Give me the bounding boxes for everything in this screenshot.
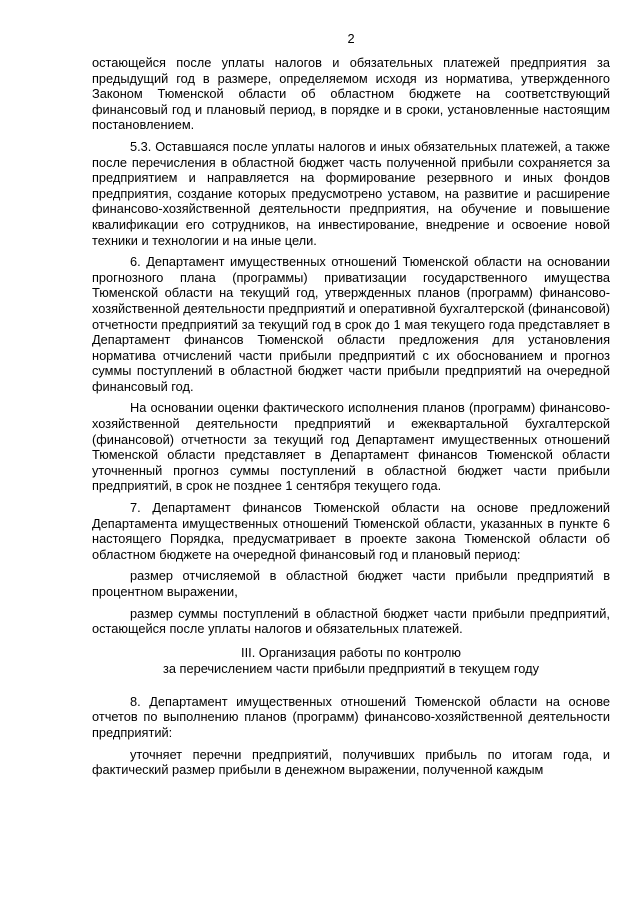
paragraph-7-item-1: размер отчисляемой в областной бюджет части прибыли предприятий в процентном выражении, [92, 568, 610, 599]
paragraph-6-continued: На основании оценки фактического исполнения планов (программ) финансово-хозяйственной деятельности предприятий и ежеквартальной бухгалтерской (финансовой) отчетности за текущий год Департамент имущественных отношений Тюменской области представляет в Департамент финансов Тюменской области уточненный прогноз суммы поступлений в областной бюджет части прибыли предприятий, в срок не позднее 1 сентября текущего года. [92, 400, 610, 494]
paragraph-8: 8. Департамент имущественных отношений Тюменской области на основе отчетов по выполнению планов (программ) финансово-хозяйственной деятельности предприятий: [92, 693, 610, 740]
section-heading-line-1: III. Организация работы по контролю [241, 644, 461, 660]
paragraph-6: 6. Департамент имущественных отношений Тюменской области на основании прогнозного плана (программы) приватизации государственного имущества Тюменской области на текущий год, утвержденных планов (программ) финансово-хозяйственной деятельности предприятий и оперативной бухгалтерской (финансовой) отчетности предприятий за текущий год в срок до 1 мая текущего года представляет в Департамент финансов Тюменской области предложения для установления норматива отчислений части прибыли предприятий с их обоснованием и прогноз суммы поступлений в областной бюджет части прибыли предприятий на очередной финансовый год. [92, 254, 610, 394]
paragraph-5-3: 5.3. Оставшаяся после уплаты налогов и иных обязательных платежей, а также после перечисления в областной бюджет часть полученной прибыли сохраняется за предприятием и направляется на формирование резервного и иных фондов предприятия, создание которых предусмотрено уставом, на развитие и расширение финансово-хозяйственной деятельности предприятия, на обучение и повышение квалификации его сотрудников, на инвестирование, внедрение и освоение новой техники и технологии и на иные цели. [92, 138, 610, 248]
page-number: 2 [347, 31, 355, 46]
section-heading-line-2: за перечислением части прибыли предприятий в текущем году [163, 660, 539, 676]
section-heading [92, 645, 610, 677]
paragraph-7: 7. Департамент финансов Тюменской области на основе предложений Департамента имущественных отношений Тюменской области, указанных в пункте 6 настоящего Порядка, предусматривает в проекте закона Тюменской области об областном бюджете на очередной финансовый год и плановый период: [92, 500, 610, 562]
paragraph-continuation: остающейся после уплаты налогов и обязательных платежей предприятия за предыдущий год в размере, определяемом исходя из норматива, утвержденного Законом Тюменской области об областном бюджете на соответствующий финансовый год и плановый период, в порядке и в сроки, установленные настоящим постановлением. [92, 55, 610, 133]
paragraph-7-item-2: размер суммы поступлений в областной бюджет части прибыли предприятий, остающейся после уплаты налогов и обязательных платежей. [92, 605, 610, 637]
paragraph-8-item-1: уточняет перечни предприятий, получивших прибыль по итогам года, и фактический размер прибыли в денежном выражении, полученной каждым [92, 746, 610, 778]
